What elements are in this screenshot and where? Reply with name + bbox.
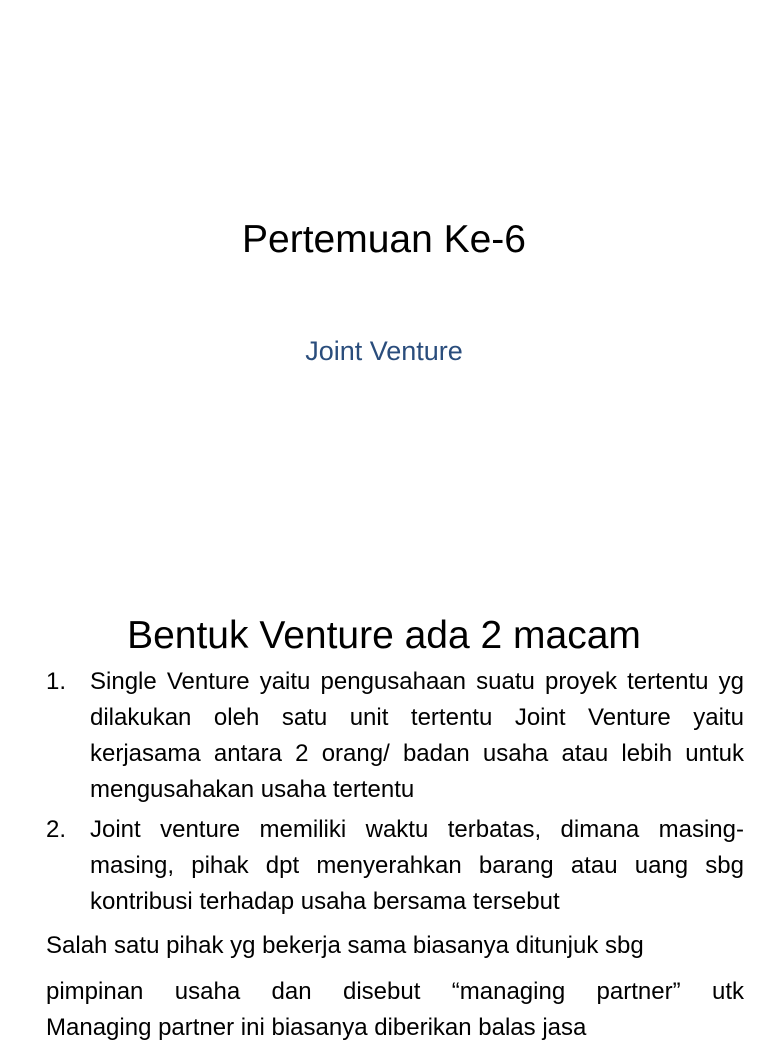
paragraph: Managing partner ini biasanya diberikan balas jasa xyxy=(46,1014,587,1041)
numbered-list xyxy=(46,664,744,924)
slide-subtitle: Joint Venture xyxy=(305,336,463,366)
content-slide xyxy=(0,600,768,1041)
list-item-text: Joint venture memiliki waktu terbatas, dimana masing-masing, pihak dpt menyerahkan barang atau uang sbg kontribusi terhadap usaha bersama tersebut xyxy=(90,816,744,915)
list-item-number: 2. xyxy=(46,816,67,843)
list-item-text: Single Venture yaitu pengusahaan suatu proyek tertentu yg dilakukan oleh satu unit tertentu Joint Venture yaitu kerjasama antara 2 orang/ badan usaha atau lebih untuk mengusahakan usaha tertentu xyxy=(90,668,744,803)
paragraph: Salah satu pihak yg bekerja sama biasanya ditunjuk sbg xyxy=(46,932,644,959)
list-item-number: 1. xyxy=(46,668,67,695)
slide-title: Pertemuan Ke-6 xyxy=(242,218,526,261)
list-item xyxy=(46,812,744,920)
list-item xyxy=(46,664,744,808)
paragraph: pimpinan usaha dan disebut “managing partner” utk xyxy=(46,978,744,1005)
slide-heading: Bentuk Venture ada 2 macam xyxy=(127,614,641,657)
